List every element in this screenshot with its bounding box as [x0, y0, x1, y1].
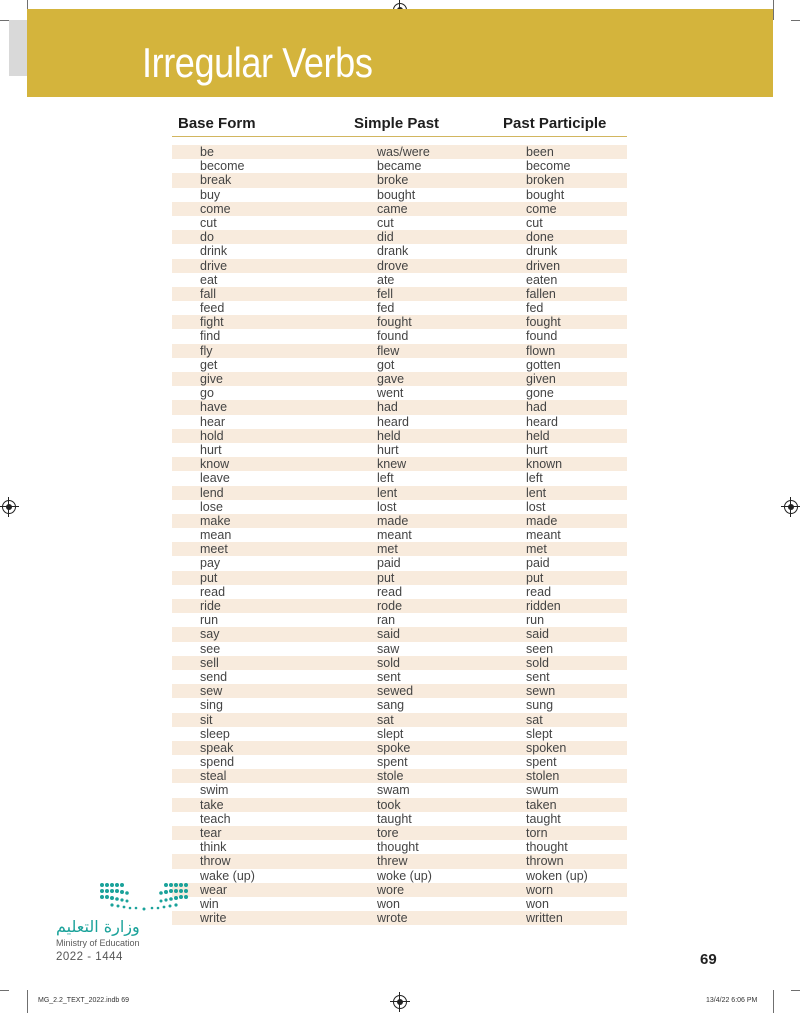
- cell-past-participle: sat: [526, 712, 543, 727]
- table-row: [172, 386, 627, 400]
- table-header: [172, 112, 627, 137]
- cell-past-participle: woken (up): [526, 868, 588, 883]
- cell-past-participle: held: [526, 428, 550, 443]
- cell-simple-past: fought: [377, 315, 412, 330]
- cell-simple-past: ate: [377, 272, 395, 287]
- table-row: [172, 145, 627, 159]
- table-row: [172, 869, 627, 883]
- cell-simple-past: taught: [377, 811, 412, 826]
- ministry-dots-logo-icon: [56, 880, 196, 914]
- cell-past-participle: had: [526, 400, 547, 415]
- cell-base-form: know: [200, 457, 230, 472]
- cell-base-form: ride: [200, 599, 221, 613]
- cell-base-form: lend: [200, 485, 224, 500]
- cell-past-participle: spent: [526, 755, 557, 770]
- cell-past-participle: driven: [526, 258, 561, 273]
- cell-past-participle: bought: [526, 187, 565, 202]
- cell-simple-past: woke (up): [377, 868, 432, 883]
- crop-mark: [27, 990, 28, 1013]
- cell-base-form: have: [200, 400, 228, 415]
- cell-past-participle: done: [526, 230, 554, 245]
- cell-base-form: sew: [200, 684, 223, 699]
- cell-base-form: swim: [200, 783, 229, 798]
- cell-base-form: see: [200, 641, 221, 656]
- cell-past-participle: fallen: [526, 286, 556, 301]
- cell-simple-past: cut: [377, 215, 394, 230]
- table-row: [172, 812, 627, 826]
- table-row: [172, 642, 627, 656]
- registration-mark-icon: [784, 500, 798, 514]
- cell-base-form: pay: [200, 556, 221, 571]
- table-row: [172, 301, 627, 315]
- cell-past-participle: torn: [526, 826, 548, 840]
- crop-mark: [773, 0, 774, 20]
- cell-simple-past: sewed: [377, 684, 414, 699]
- table-row: [172, 627, 627, 641]
- cell-simple-past: went: [377, 386, 404, 401]
- cell-base-form: win: [200, 896, 219, 911]
- table-row: [172, 315, 627, 329]
- table-row: [172, 556, 627, 570]
- cell-base-form: drive: [200, 258, 228, 273]
- cell-past-participle: gone: [526, 386, 554, 401]
- cell-simple-past: made: [377, 513, 409, 528]
- table-row: [172, 188, 627, 202]
- cell-base-form: write: [200, 911, 227, 926]
- cell-simple-past: stole: [377, 769, 404, 784]
- table-row: [172, 798, 627, 812]
- cell-past-participle: ridden: [526, 599, 561, 613]
- cell-simple-past: fell: [377, 286, 393, 301]
- cell-simple-past: threw: [377, 854, 408, 869]
- cell-past-participle: made: [526, 513, 558, 528]
- cell-base-form: give: [200, 372, 223, 386]
- table-row: [172, 840, 627, 854]
- cell-simple-past: gave: [377, 372, 405, 386]
- table-row: [172, 684, 627, 698]
- table-row: [172, 698, 627, 712]
- cell-simple-past: lent: [377, 485, 398, 500]
- table-row: [172, 429, 627, 443]
- table-row: [172, 443, 627, 457]
- cell-past-participle: taken: [526, 797, 557, 812]
- table-row: [172, 826, 627, 840]
- cell-base-form: sing: [200, 698, 223, 713]
- cell-past-participle: lost: [526, 499, 546, 514]
- crop-mark: [791, 20, 800, 21]
- cell-simple-past: had: [377, 400, 398, 415]
- edition-year: 2022 - 1444: [56, 951, 123, 963]
- cell-simple-past: sold: [377, 655, 400, 670]
- irregular-verbs-table: [172, 112, 627, 925]
- cell-base-form: fight: [200, 315, 224, 330]
- cell-past-participle: said: [526, 627, 549, 642]
- table-row: [172, 585, 627, 599]
- table-row: [172, 514, 627, 528]
- cell-base-form: read: [200, 584, 226, 599]
- cell-simple-past: left: [377, 471, 394, 486]
- table-row: [172, 911, 627, 925]
- cell-base-form: come: [200, 201, 231, 216]
- cell-simple-past: drove: [377, 258, 409, 273]
- table-row: [172, 713, 627, 727]
- cell-past-participle: eaten: [526, 272, 558, 287]
- cell-past-participle: met: [526, 542, 547, 557]
- table-row: [172, 755, 627, 769]
- cell-base-form: speak: [200, 740, 234, 755]
- table-row: [172, 613, 627, 627]
- cell-simple-past: spent: [377, 755, 408, 770]
- cell-base-form: say: [200, 627, 220, 642]
- cell-past-participle: broken: [526, 173, 565, 188]
- table-row: [172, 287, 627, 301]
- cell-simple-past: came: [377, 201, 408, 216]
- cell-base-form: wear: [200, 882, 228, 897]
- cell-past-participle: hurt: [526, 442, 548, 457]
- cell-past-participle: left: [526, 471, 543, 486]
- cell-past-participle: lent: [526, 485, 547, 500]
- table-row: [172, 202, 627, 216]
- cell-simple-past: was/were: [377, 145, 430, 159]
- cell-base-form: leave: [200, 471, 230, 486]
- cell-past-participle: cut: [526, 215, 543, 230]
- table-row: [172, 216, 627, 230]
- cell-simple-past: swam: [377, 783, 410, 798]
- ministry-logo: [56, 880, 196, 914]
- table-row: [172, 457, 627, 471]
- title-banner: [27, 9, 773, 97]
- cell-simple-past: heard: [377, 414, 409, 429]
- cell-past-participle: fought: [526, 315, 561, 330]
- cell-simple-past: sent: [377, 669, 401, 684]
- table-row: [172, 273, 627, 287]
- table-row: [172, 897, 627, 911]
- cell-simple-past: said: [377, 627, 400, 642]
- cell-base-form: buy: [200, 187, 221, 202]
- cell-base-form: sleep: [200, 726, 230, 741]
- cell-simple-past: thought: [377, 840, 419, 855]
- table-row: [172, 769, 627, 783]
- table-row: [172, 528, 627, 542]
- table-row: [172, 783, 627, 797]
- cell-simple-past: flew: [377, 343, 400, 358]
- table-row: [172, 599, 627, 613]
- cell-simple-past: saw: [377, 641, 400, 656]
- cell-base-form: get: [200, 357, 218, 372]
- cell-simple-past: sang: [377, 698, 405, 713]
- cell-past-participle: swum: [526, 783, 559, 798]
- cell-base-form: sit: [200, 712, 213, 727]
- table-row: [172, 400, 627, 414]
- cell-base-form: mean: [200, 528, 232, 543]
- cell-base-form: fly: [200, 343, 213, 358]
- cell-base-form: cut: [200, 215, 217, 230]
- cell-base-form: throw: [200, 854, 231, 869]
- cell-past-participle: thought: [526, 840, 568, 855]
- cell-simple-past: met: [377, 542, 398, 557]
- cell-past-participle: seen: [526, 641, 554, 656]
- table-row: [172, 500, 627, 514]
- cell-base-form: wake (up): [200, 868, 255, 883]
- cell-past-participle: won: [526, 896, 549, 911]
- table-row: [172, 159, 627, 173]
- cell-base-form: sell: [200, 655, 219, 670]
- table-row: [172, 358, 627, 372]
- cell-base-form: make: [200, 513, 231, 528]
- cell-simple-past: lost: [377, 499, 397, 514]
- table-row: [172, 471, 627, 485]
- header-base-form: Base Form: [178, 115, 256, 132]
- cell-simple-past: wore: [377, 882, 405, 897]
- table-row: [172, 571, 627, 585]
- table-row: [172, 727, 627, 741]
- cell-past-participle: sold: [526, 655, 549, 670]
- cell-past-participle: paid: [526, 556, 550, 571]
- cell-past-participle: heard: [526, 414, 558, 429]
- cell-base-form: steal: [200, 769, 227, 784]
- crop-mark: [0, 990, 9, 991]
- cell-past-participle: spoken: [526, 740, 567, 755]
- cell-base-form: become: [200, 159, 245, 174]
- cell-simple-past: slept: [377, 726, 404, 741]
- crop-mark: [791, 990, 800, 991]
- cell-base-form: be: [200, 145, 214, 159]
- cell-past-participle: thrown: [526, 854, 564, 869]
- cell-base-form: think: [200, 840, 227, 855]
- registration-mark-icon: [393, 995, 407, 1009]
- header-simple-past: Simple Past: [354, 115, 440, 132]
- cell-base-form: go: [200, 386, 214, 401]
- cell-simple-past: won: [377, 896, 400, 911]
- cell-simple-past: sat: [377, 712, 394, 727]
- cell-base-form: take: [200, 797, 224, 812]
- cell-past-participle: been: [526, 145, 554, 159]
- cell-past-participle: slept: [526, 726, 553, 741]
- cell-past-participle: sung: [526, 698, 554, 713]
- table-row: [172, 415, 627, 429]
- cell-simple-past: hurt: [377, 442, 399, 457]
- cell-simple-past: got: [377, 357, 395, 372]
- cell-base-form: fall: [200, 286, 216, 301]
- cell-base-form: hurt: [200, 442, 222, 457]
- table-row: [172, 486, 627, 500]
- cell-past-participle: become: [526, 159, 571, 174]
- cell-base-form: feed: [200, 301, 225, 316]
- cell-past-participle: come: [526, 201, 557, 216]
- table-row: [172, 259, 627, 273]
- cell-base-form: hear: [200, 414, 226, 429]
- cell-base-form: run: [200, 613, 219, 628]
- cell-base-form: spend: [200, 755, 235, 770]
- cell-simple-past: drank: [377, 244, 409, 259]
- cell-simple-past: fed: [377, 301, 395, 316]
- cell-past-participle: flown: [526, 343, 556, 358]
- cell-past-participle: given: [526, 372, 556, 386]
- ministry-arabic-name: وزارة التعليم: [56, 917, 140, 936]
- bleed-tab: [9, 20, 27, 76]
- cell-base-form: drink: [200, 244, 228, 259]
- cell-past-participle: gotten: [526, 357, 561, 372]
- cell-past-participle: run: [526, 613, 545, 628]
- cell-simple-past: broke: [377, 173, 409, 188]
- cell-past-participle: read: [526, 584, 552, 599]
- print-slug-file: MG_2.2_TEXT_2022.indb 69: [38, 997, 130, 1004]
- table-row: [172, 741, 627, 755]
- cell-past-participle: stolen: [526, 769, 560, 784]
- cell-past-participle: put: [526, 570, 544, 585]
- cell-simple-past: read: [377, 584, 403, 599]
- registration-mark-icon: [2, 500, 16, 514]
- cell-past-participle: found: [526, 329, 558, 344]
- cell-past-participle: meant: [526, 528, 561, 543]
- table-row: [172, 542, 627, 556]
- cell-base-form: teach: [200, 811, 231, 826]
- table-row: [172, 883, 627, 897]
- cell-simple-past: wrote: [377, 911, 408, 926]
- cell-simple-past: meant: [377, 528, 412, 543]
- cell-simple-past: held: [377, 428, 401, 443]
- cell-past-participle: taught: [526, 811, 561, 826]
- table-row: [172, 173, 627, 187]
- cell-base-form: break: [200, 173, 232, 188]
- page-number: 69: [700, 951, 717, 968]
- cell-base-form: tear: [200, 826, 222, 840]
- cell-past-participle: drunk: [526, 244, 558, 259]
- cell-simple-past: bought: [377, 187, 416, 202]
- crop-mark: [773, 990, 774, 1013]
- table-row: [172, 372, 627, 386]
- cell-base-form: put: [200, 570, 218, 585]
- cell-simple-past: ran: [377, 613, 396, 628]
- cell-simple-past: tore: [377, 826, 399, 840]
- crop-mark: [0, 20, 9, 21]
- cell-simple-past: took: [377, 797, 401, 812]
- cell-base-form: eat: [200, 272, 218, 287]
- table-row: [172, 344, 627, 358]
- cell-base-form: lose: [200, 499, 223, 514]
- table-row: [172, 656, 627, 670]
- cell-past-participle: worn: [526, 882, 554, 897]
- cell-base-form: find: [200, 329, 221, 344]
- cell-simple-past: did: [377, 230, 394, 245]
- cell-simple-past: knew: [377, 457, 407, 472]
- cell-base-form: do: [200, 230, 214, 245]
- cell-past-participle: known: [526, 457, 563, 472]
- cell-simple-past: became: [377, 159, 422, 174]
- table-row: [172, 670, 627, 684]
- ministry-english-name: Ministry of Education: [56, 938, 140, 948]
- table-row: [172, 329, 627, 343]
- cell-base-form: send: [200, 669, 228, 684]
- cell-simple-past: rode: [377, 599, 403, 613]
- table-body: [172, 145, 627, 925]
- cell-simple-past: spoke: [377, 740, 411, 755]
- header-past-participle: Past Participle: [503, 115, 607, 132]
- cell-simple-past: paid: [377, 556, 401, 571]
- cell-simple-past: put: [377, 570, 395, 585]
- cell-past-participle: written: [526, 911, 563, 926]
- cell-simple-past: found: [377, 329, 409, 344]
- table-row: [172, 854, 627, 868]
- print-slug-timestamp: 13/4/22 6:06 PM: [706, 997, 758, 1004]
- cell-past-participle: sent: [526, 669, 550, 684]
- cell-past-participle: sewn: [526, 684, 556, 699]
- page-title: Irregular Verbs: [142, 39, 373, 86]
- cell-past-participle: fed: [526, 301, 544, 316]
- table-row: [172, 244, 627, 258]
- cell-base-form: meet: [200, 542, 228, 557]
- table-row: [172, 230, 627, 244]
- cell-base-form: hold: [200, 428, 224, 443]
